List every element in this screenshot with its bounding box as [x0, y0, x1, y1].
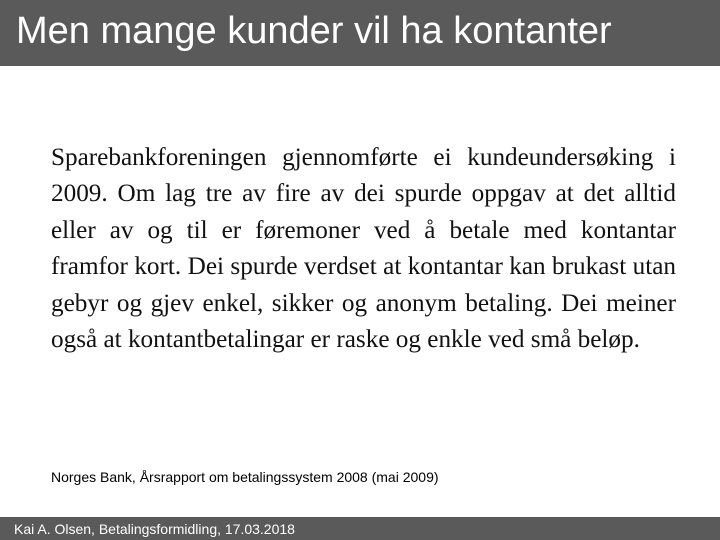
quote-paragraph: Sparebankforeningen gjennomførte ei kundeundersøking i 2009. Om lag tre av fire av dei spurde oppgav at det alltid eller av og til er føremoner ved å betale med kontantar framfor kort. Dei spurde verdset at kontantar kan brukast utan gebyr og gjev enkel, sikker og anonym betaling. Dei meiner også at kontantbetalingar er raske og enkle ved små beløp. [51, 144, 676, 354]
footer-text: Kai A. Olsen, Betalingsformidling, 17.03.2018 [14, 521, 295, 537]
source-citation: Norges Bank, Årsrapport om betalingssystem 2008 (mai 2009) [51, 469, 439, 485]
footer-bar [0, 517, 720, 540]
slide-title: Men mange kunder vil ha kontanter [16, 10, 612, 52]
title-bar [0, 0, 720, 66]
